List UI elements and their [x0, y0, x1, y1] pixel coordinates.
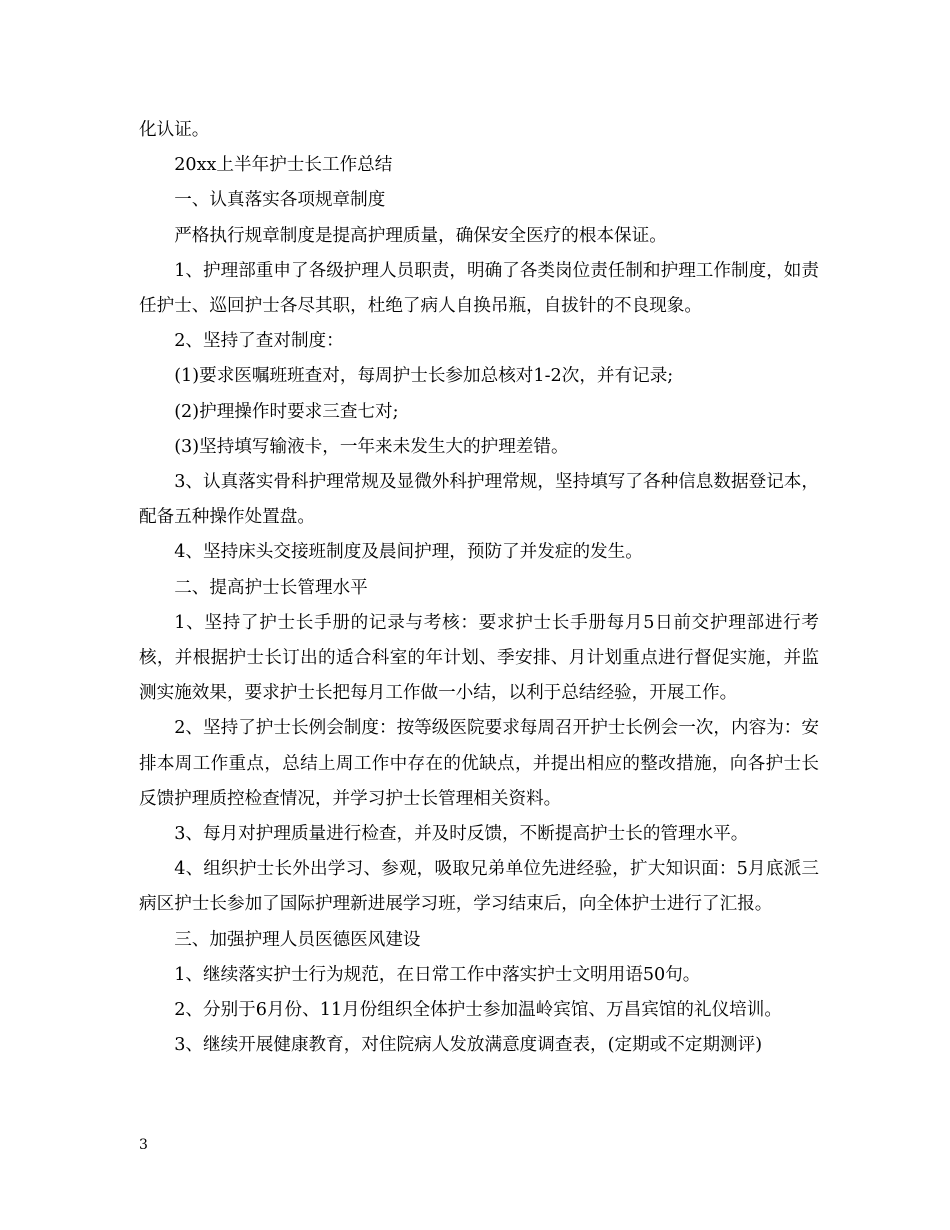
- section-heading-3: 三、加强护理人员医德医风建设: [174, 929, 421, 950]
- paragraph: 4、组织护士长外出学习、参观，吸取兄弟单位先进经验，扩大知识面：5月底派三病区护士长参加了国际护理新进展学习班，学习结束后，向全体护士进行了汇报。: [139, 859, 819, 915]
- document-body: [139, 113, 819, 1063]
- paragraph: 2、分别于6月份、11月份组织全体护士参加温岭宾馆、万昌宾馆的礼仪培训。: [174, 1000, 782, 1021]
- list-item: (1)要求医嘱班班查对，每周护士长参加总核对1-2次，并有记录;: [174, 366, 674, 387]
- paragraph: 4、坚持床头交接班制度及晨间护理，预防了并发症的发生。: [174, 542, 643, 563]
- paragraph: 2、坚持了护士长例会制度：按等级医院要求每周召开护士长例会一次，内容为：安排本周工作重点，总结上周工作中存在的优缺点，并提出相应的整改措施，向各护士长反馈护理质控检查情况，并学习护士长管理相关资料。: [139, 718, 819, 809]
- paragraph: 3、认真落实骨科护理常规及显微外科护理常规，坚持填写了各种信息数据登记本，配备五种操作处置盘。: [139, 472, 819, 528]
- paragraph: 3、每月对护理质量进行检查，并及时反馈，不断提高护士长的管理水平。: [174, 824, 749, 845]
- list-item: (3)坚持填写输液卡，一年来未发生大的护理差错。: [174, 436, 569, 457]
- document-title: 20xx上半年护士长工作总结: [174, 155, 393, 176]
- paragraph: 1、坚持了护士长手册的记录与考核：要求护士长手册每月5日前交护理部进行考核，并根据护士长订出的适合科室的年计划、季安排、月计划重点进行督促实施，并监测实施效果，要求护士长把每月工作做一小结，以利于总结经验，开展工作。: [139, 612, 819, 704]
- paragraph: 3、继续开展健康教育，对住院病人发放满意度调查表，(定期或不定期测评): [174, 1035, 763, 1056]
- paragraph: 1、继续落实护士行为规范，在日常工作中落实护士文明用语50句。: [174, 964, 701, 985]
- paragraph: 1、护理部重申了各级护理人员职责，明确了各类岗位责任制和护理工作制度，如责任护士、巡回护士各尽其职，杜绝了病人自换吊瓶，自拔针的不良现象。: [139, 260, 819, 317]
- section-heading-2: 二、提高护士长管理水平: [174, 577, 368, 598]
- section-heading-1: 一、认真落实各项规章制度: [174, 190, 386, 211]
- paragraph-continuation: 化认证。: [139, 120, 210, 140]
- paragraph: 严格执行规章制度是提高护理质量，确保安全医疗的根本保证。: [174, 225, 667, 246]
- paragraph: 2、坚持了查对制度：: [174, 331, 344, 352]
- page-number: 3: [139, 1137, 148, 1153]
- list-item: (2)护理操作时要求三查七对;: [174, 401, 399, 422]
